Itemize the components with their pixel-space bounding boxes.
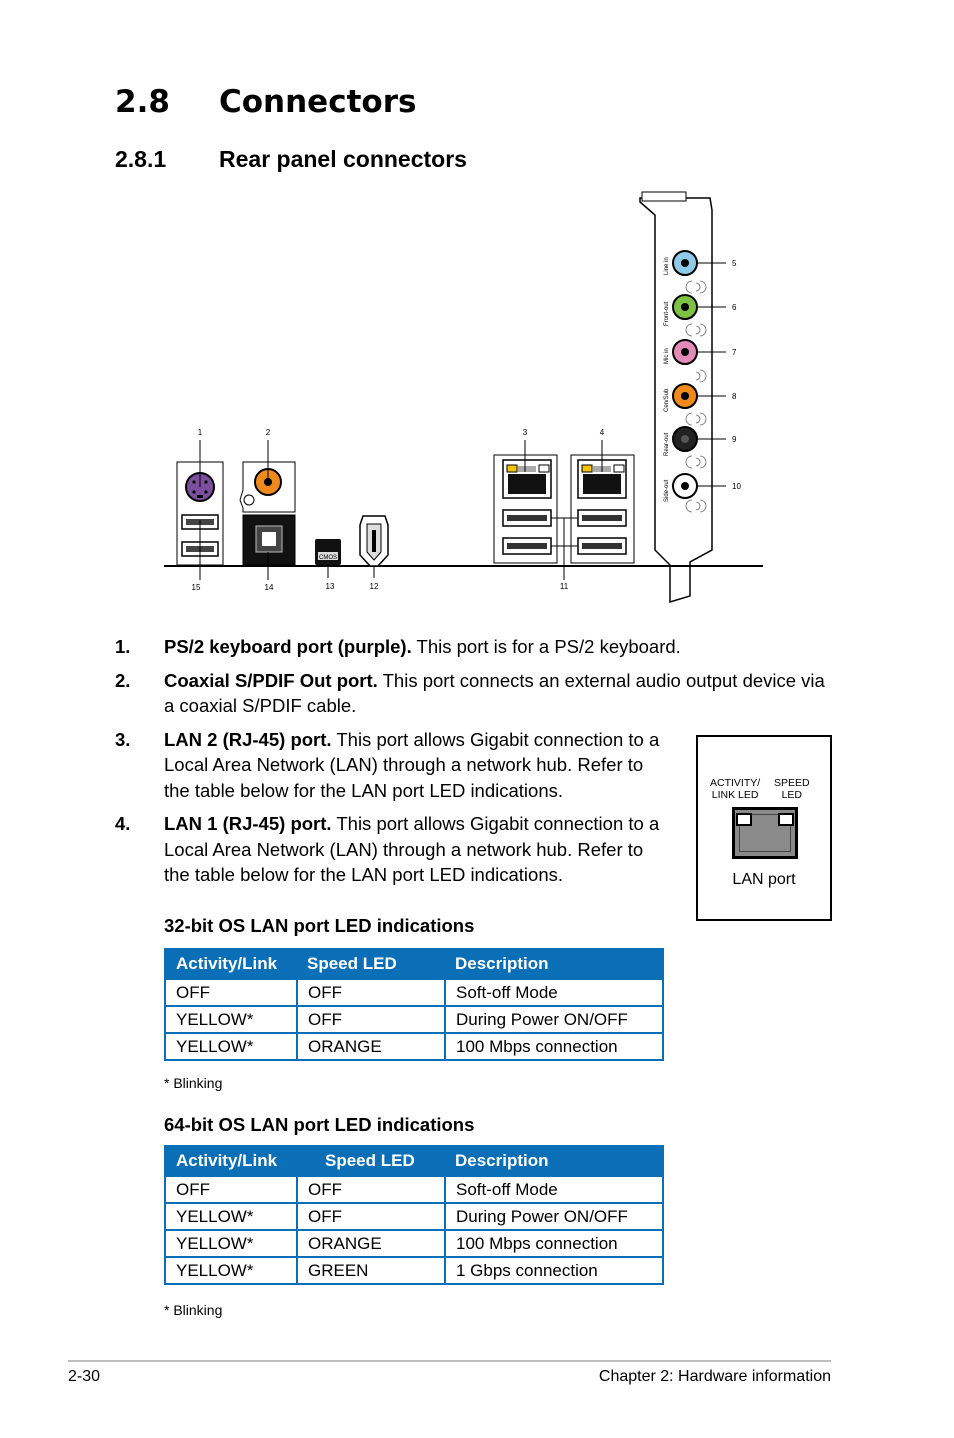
list-item bbox=[115, 727, 674, 804]
jack-label-rear-out: Rear-out bbox=[664, 432, 670, 456]
table-cell: ORANGE bbox=[297, 1033, 445, 1060]
table-cell: OFF bbox=[165, 1176, 297, 1203]
column-header: Activity/Link bbox=[165, 949, 297, 979]
activity-led bbox=[736, 813, 752, 826]
table-row bbox=[165, 979, 663, 1006]
table-row bbox=[165, 1006, 663, 1033]
table32-title: 32-bit OS LAN port LED indications bbox=[164, 915, 475, 936]
table64-note: * Blinking bbox=[164, 1302, 223, 1318]
page-number: 2-30 bbox=[68, 1368, 101, 1385]
rear-panel-diagram bbox=[160, 190, 780, 610]
speed-led-label bbox=[774, 777, 810, 801]
item-number: 1. bbox=[115, 636, 131, 657]
callout-14: 14 bbox=[264, 583, 274, 592]
table-cell: YELLOW* bbox=[165, 1033, 297, 1060]
jack-label-line-in: Line in bbox=[664, 257, 670, 275]
list-item bbox=[115, 668, 835, 719]
callout-2: 2 bbox=[265, 428, 271, 437]
table-cell: YELLOW* bbox=[165, 1006, 297, 1033]
callout-10: 10 bbox=[732, 482, 741, 491]
table-cell: Soft-off Mode bbox=[445, 979, 663, 1006]
cmos-label: CMOS bbox=[319, 555, 337, 561]
chapter-title: Chapter 2: Hardware information bbox=[598, 1368, 831, 1385]
table-cell: During Power ON/OFF bbox=[445, 1203, 663, 1230]
table-cell: OFF bbox=[297, 1006, 445, 1033]
speed-label-line1: SPEED bbox=[774, 777, 810, 789]
subheading-title: Rear panel connectors bbox=[219, 146, 467, 172]
item-number: 3. bbox=[115, 728, 131, 750]
item-title: Coaxial S/PDIF Out port. bbox=[164, 669, 378, 691]
activity-link-led-label bbox=[710, 777, 760, 801]
table-cell: GREEN bbox=[297, 1257, 445, 1284]
table-cell: OFF bbox=[165, 979, 297, 1006]
list-item bbox=[115, 634, 835, 660]
led-table-64bit bbox=[164, 1145, 664, 1285]
callout-15: 15 bbox=[191, 583, 201, 592]
column-header: Speed LED bbox=[297, 949, 445, 979]
item-text: This port allows Gigabit connection to a Local Area Network (LAN) through a network hub. Refer to the table below for the LAN port LED indications. bbox=[164, 813, 660, 885]
section-heading bbox=[115, 146, 467, 173]
activity-label-line1: ACTIVITY/ bbox=[710, 777, 761, 789]
item-number: 2. bbox=[115, 669, 131, 691]
table-row bbox=[165, 1230, 663, 1257]
table-cell: YELLOW* bbox=[165, 1230, 297, 1257]
table-cell: YELLOW* bbox=[165, 1203, 297, 1230]
lan-port-caption: LAN port bbox=[732, 871, 796, 888]
lan-port-graphic bbox=[732, 807, 798, 859]
table-cell: 1 Gbps connection bbox=[445, 1257, 663, 1284]
item-text: This port allows Gigabit connection to a Local Area Network (LAN) through a network hub. Refer to the table below for the LAN port LED indications. bbox=[164, 728, 660, 801]
table-cell: Soft-off Mode bbox=[445, 1176, 663, 1203]
table-cell: YELLOW* bbox=[165, 1257, 297, 1284]
led-table-32bit bbox=[164, 948, 664, 1061]
table-row bbox=[165, 1176, 663, 1203]
page-heading bbox=[115, 84, 416, 120]
callout-13: 13 bbox=[325, 582, 335, 591]
footer-divider bbox=[68, 1360, 831, 1362]
callout-1: 1 bbox=[197, 428, 203, 437]
table-row bbox=[165, 1257, 663, 1284]
item-title: LAN 2 (RJ-45) port. bbox=[164, 728, 332, 750]
lan-port-figure bbox=[696, 735, 832, 921]
column-header: Speed LED bbox=[297, 1146, 445, 1176]
table32-note: * Blinking bbox=[164, 1075, 223, 1091]
column-header: Activity/Link bbox=[165, 1146, 297, 1176]
table-cell: During Power ON/OFF bbox=[445, 1006, 663, 1033]
callout-12: 12 bbox=[369, 582, 379, 591]
activity-label-line2: LINK LED bbox=[711, 789, 759, 801]
item-title: PS/2 keyboard port (purple). bbox=[164, 636, 412, 657]
table-cell: OFF bbox=[297, 979, 445, 1006]
callout-8: 8 bbox=[732, 392, 737, 401]
table-header-row bbox=[165, 949, 663, 979]
callout-3: 3 bbox=[522, 428, 528, 437]
jack-label-cen-sub: Cen/Sub bbox=[664, 388, 670, 412]
speed-label-line2: LED bbox=[781, 789, 803, 801]
column-header: Description bbox=[445, 1146, 663, 1176]
column-header: Description bbox=[445, 949, 663, 979]
table-cell: 100 Mbps connection bbox=[445, 1230, 663, 1257]
jack-label-side-out: Side-out bbox=[664, 479, 670, 502]
list-item bbox=[115, 811, 674, 888]
subheading-number: 2.8.1 bbox=[115, 146, 167, 172]
heading-number: 2.8 bbox=[115, 84, 170, 120]
jack-label-front-out: Front-out bbox=[664, 301, 670, 326]
item-text: This port connects an external audio output device via a coaxial S/PDIF cable. bbox=[164, 669, 825, 716]
table-cell: OFF bbox=[297, 1203, 445, 1230]
ieee1394-port bbox=[360, 516, 388, 566]
callout-9: 9 bbox=[732, 435, 737, 444]
callout-6: 6 bbox=[732, 303, 737, 312]
item-text: This port is for a PS/2 keyboard. bbox=[411, 636, 681, 657]
heading-title: Connectors bbox=[219, 84, 417, 120]
jack-label-mic-in: Mic in bbox=[664, 348, 670, 364]
callout-4: 4 bbox=[599, 428, 605, 437]
table-cell: OFF bbox=[297, 1176, 445, 1203]
item-number: 4. bbox=[115, 813, 131, 834]
table-row bbox=[165, 1033, 663, 1060]
table-row bbox=[165, 1203, 663, 1230]
clear-cmos-button bbox=[315, 539, 341, 565]
callout-5: 5 bbox=[732, 259, 737, 268]
callout-7: 7 bbox=[732, 348, 737, 357]
table-cell: 100 Mbps connection bbox=[445, 1033, 663, 1060]
callout-11: 11 bbox=[559, 582, 569, 591]
table-header-row bbox=[165, 1146, 663, 1176]
item-title: LAN 1 (RJ-45) port. bbox=[164, 813, 332, 834]
table64-title: 64-bit OS LAN port LED indications bbox=[164, 1114, 475, 1135]
speed-led bbox=[778, 813, 794, 826]
table-cell: ORANGE bbox=[297, 1230, 445, 1257]
